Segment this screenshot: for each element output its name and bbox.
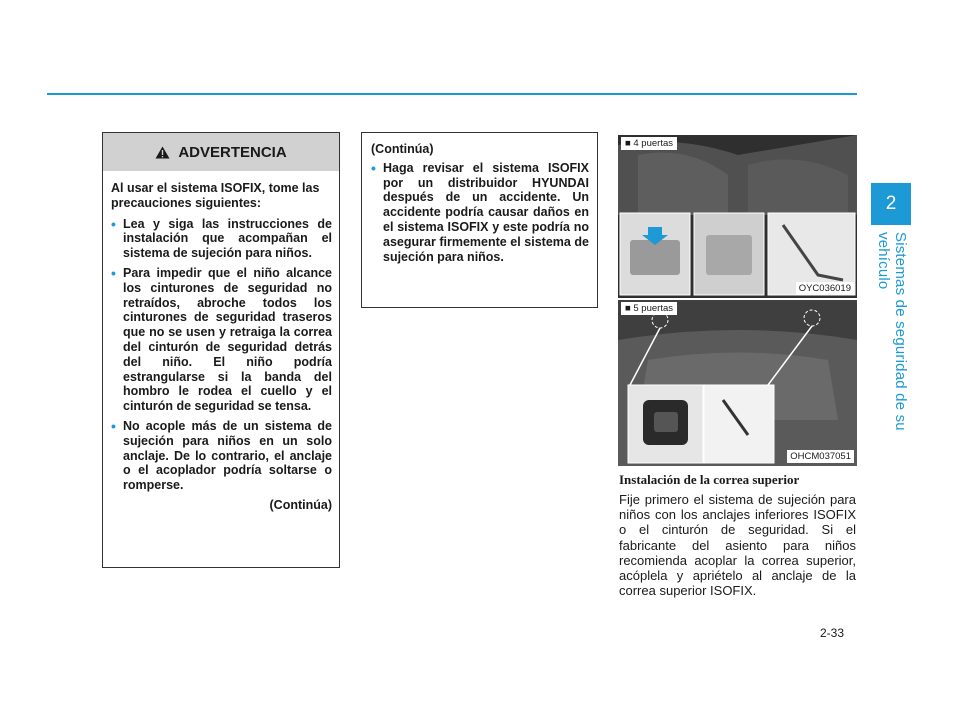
- warning-intro: Al usar el sistema ISOFIX, tome las precauciones siguientes:: [111, 181, 320, 210]
- figure-code: OYC036019: [796, 282, 854, 295]
- top-rule: [47, 93, 857, 95]
- figure-code: OHCM037051: [787, 450, 854, 463]
- continuation-box: [361, 132, 598, 308]
- seat-illustration-4-door: [618, 135, 857, 298]
- section-body: Fije primero el sistema de sujeción para niños con los anclajes inferiores ISOFIX o el cinturón de seguridad. Si el fabricante del asiento para niños recomienda acoplar la correa superior, acóplela y apriételo al anclaje de la correa superior ISOFIX.: [619, 492, 856, 599]
- warning-bullet: • Lea y siga las instrucciones de instalación que acompañan el sistema de sujeción para niños.: [111, 217, 332, 261]
- chapter-number: 2: [885, 193, 897, 214]
- figure-label: ■ 4 puertas: [621, 137, 677, 150]
- warning-bullet: • No acople más de un sistema de sujeción para niños en un solo anclaje. De lo contrario, el anclaje o el acoplador podría soltarse o romperse.: [111, 419, 332, 493]
- warning-header: [103, 133, 339, 171]
- warning-bullet: • Para impedir que el niño alcance los cinturones de seguridad no retraídos, abroche todos los cinturones de seguridad traseros que no se usen y retraiga la correa del cinturón de seguridad detrás del niño. El niño podría estrangularse si la banda del hombro le rodea el cuello y el cinturón de seguridad se tensa.: [111, 266, 332, 414]
- continuation-bullet: • Haga revisar el sistema ISOFIX por un distribuidor HYUNDAI después de un accidente. Un accidente podría causar daños en el sistema ISOFIX y este podría no asegurar firmemente el sistema de sujeción para niños.: [371, 161, 589, 265]
- section-title: Instalación de la correa superior: [619, 472, 800, 487]
- figure-label: ■ 5 puertas: [621, 302, 677, 315]
- warning-triangle-icon: [155, 146, 170, 159]
- trunk-illustration-5-door: [618, 300, 857, 466]
- warning-continued: (Continúa): [269, 497, 332, 512]
- continuation-heading: (Continúa): [371, 142, 434, 156]
- chapter-title: Sistemas de seguridad de su vehículo: [875, 232, 909, 431]
- warning-title: ADVERTENCIA: [178, 143, 287, 161]
- figure-5-door: [618, 300, 857, 466]
- chapter-tab: [871, 183, 911, 225]
- figure-4-door: [618, 135, 857, 298]
- warning-box: [102, 132, 340, 568]
- page-number: 2-33: [820, 626, 845, 640]
